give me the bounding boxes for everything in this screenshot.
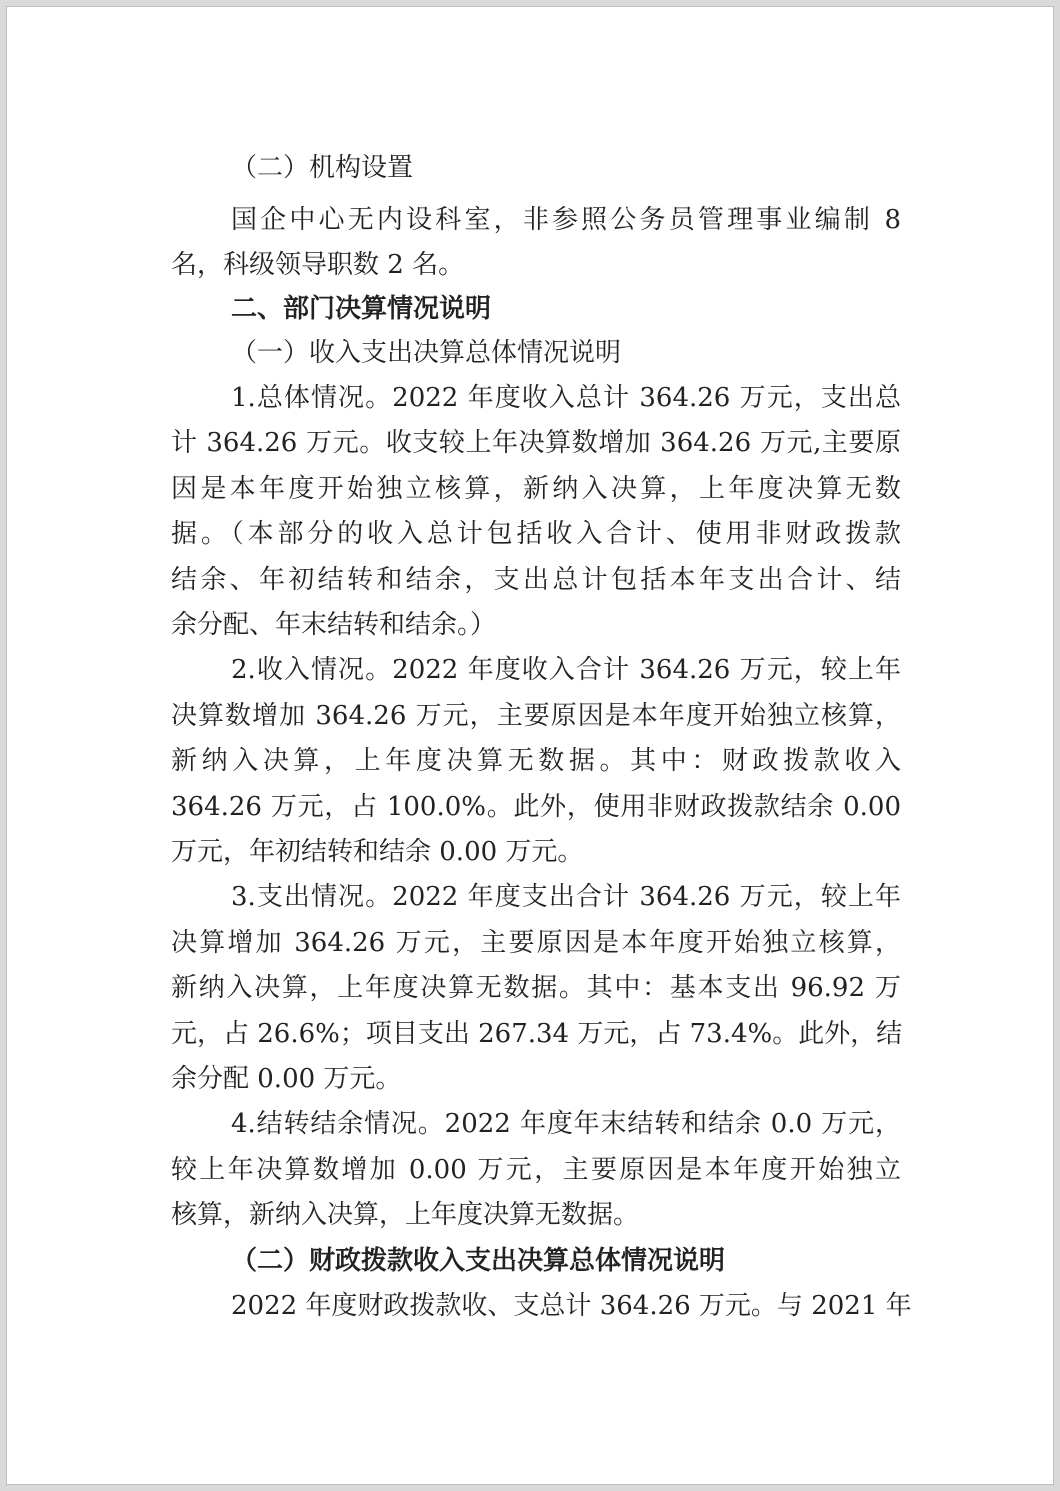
paragraph-line: 万元，年初结转和结余 0.00 万元。 [171,837,584,867]
subsection-heading-fiscal-appropriation: （二）财政拨款收入支出决算总体情况说明 [231,1246,726,1276]
paragraph-line: 名，科级领导职数 2 名。 [171,250,465,280]
paragraph-line: 决算增加 364.26 万元，主要原因是本年度开始独立核算， [171,928,901,958]
paragraph-line: 结余、年初结转和结余，支出总计包括本年支出合计、结 [171,565,901,595]
paragraph-line: 3.支出情况。2022 年度支出合计 364.26 万元，较上年 [231,882,901,912]
paragraph-line: 因是本年度开始独立核算，新纳入决算，上年度决算无数 [171,474,901,504]
paragraph-line: 决算数增加 364.26 万元，主要原因是本年度开始独立核算， [171,701,901,731]
paragraph-line: 2.收入情况。2022 年度收入合计 364.26 万元，较上年 [231,655,901,685]
paragraph-line: 余分配 0.00 万元。 [171,1064,402,1094]
paragraph-line: 据。（本部分的收入总计包括收入合计、使用非财政拨款 [171,519,901,549]
subsection-heading-income-expense: （一）收入支出决算总体情况说明 [231,338,622,368]
paragraph-line: 4.结转结余情况。2022 年度年末结转和结余 0.0 万元， [231,1109,901,1139]
paragraph-line: 余分配、年末结转和结余。） [171,610,497,640]
paragraph-line: 新纳入决算，上年度决算无数据。其中：基本支出 96.92 万 [171,973,901,1003]
paragraph-line: 元，占 26.6%；项目支出 267.34 万元，占 73.4%。此外，结 [171,1019,903,1049]
paragraph-line: 计 364.26 万元。收支较上年决算数增加 364.26 万元,主要原 [171,428,901,458]
paragraph-line: 较上年决算数增加 0.00 万元，主要原因是本年度开始独立 [171,1155,901,1185]
paragraph-line: 国企中心无内设科室，非参照公务员管理事业编制 8 [231,205,901,235]
paragraph-line: 2022 年度财政拨款收、支总计 364.26 万元。与 2021 年 [231,1291,912,1321]
paragraph-line: 364.26 万元，占 100.0%。此外，使用非财政拨款结余 0.00 [171,792,901,822]
paragraph-line: 1.总体情况。2022 年度收入总计 364.26 万元，支出总 [231,383,901,413]
document-page [6,6,1054,1485]
section-heading-dept-accounts: 二、部门决算情况说明 [231,294,492,324]
paragraph-line: 新纳入决算，上年度决算无数据。其中：财政拨款收入 [171,746,901,776]
paragraph-line: 核算，新纳入决算，上年度决算无数据。 [171,1200,640,1230]
subsection-heading-org-setup: （二）机构设置 [231,153,414,183]
